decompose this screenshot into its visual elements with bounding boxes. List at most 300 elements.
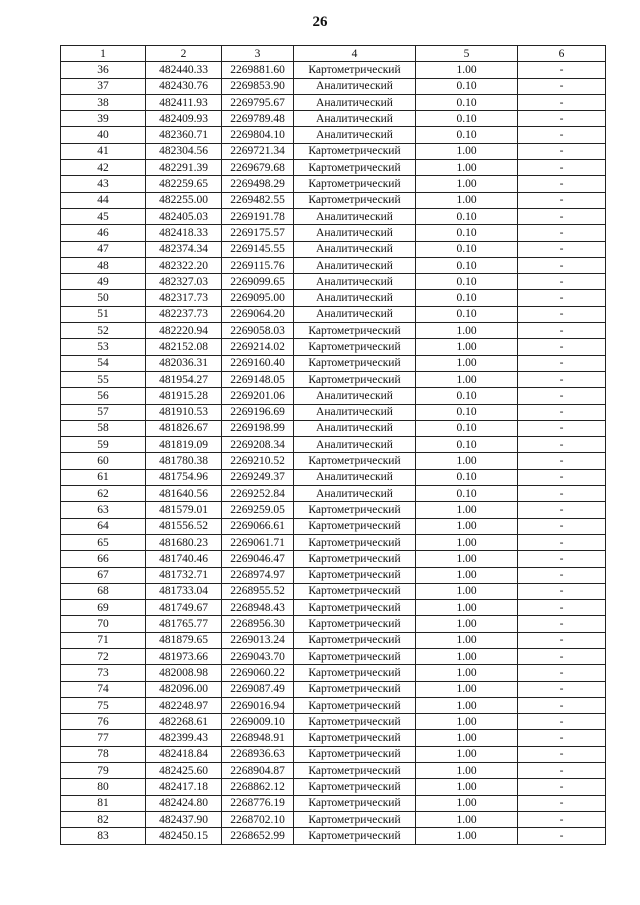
method-cell: Картометрический (294, 600, 416, 616)
note-cell: - (518, 518, 606, 534)
method-cell: Картометрический (294, 518, 416, 534)
accuracy-cell: 0.10 (416, 111, 518, 127)
table-row (61, 437, 606, 453)
table-row (61, 94, 606, 110)
x-coordinate-cell: 482374.34 (146, 241, 222, 257)
table-row (61, 143, 606, 159)
method-cell: Картометрический (294, 551, 416, 567)
point-number-cell: 61 (61, 469, 146, 485)
note-cell: - (518, 681, 606, 697)
method-cell: Аналитический (294, 225, 416, 241)
table-row (61, 257, 606, 273)
method-cell: Картометрический (294, 502, 416, 518)
y-coordinate-cell: 2269145.55 (222, 241, 294, 257)
method-cell: Аналитический (294, 208, 416, 224)
table-row (61, 583, 606, 599)
note-cell: - (518, 241, 606, 257)
column-header: 6 (518, 46, 606, 62)
x-coordinate-cell: 481556.52 (146, 518, 222, 534)
note-cell: - (518, 828, 606, 844)
accuracy-cell: 1.00 (416, 746, 518, 762)
method-cell: Картометрический (294, 355, 416, 371)
point-number-cell: 36 (61, 62, 146, 78)
column-header: 4 (294, 46, 416, 62)
table-row (61, 665, 606, 681)
accuracy-cell: 1.00 (416, 176, 518, 192)
y-coordinate-cell: 2269066.61 (222, 518, 294, 534)
method-cell: Аналитический (294, 241, 416, 257)
point-number-cell: 69 (61, 600, 146, 616)
method-cell: Картометрический (294, 583, 416, 599)
x-coordinate-cell: 482417.18 (146, 779, 222, 795)
point-number-cell: 58 (61, 420, 146, 436)
accuracy-cell: 1.00 (416, 665, 518, 681)
y-coordinate-cell: 2269061.71 (222, 534, 294, 550)
accuracy-cell: 1.00 (416, 616, 518, 632)
method-cell: Аналитический (294, 404, 416, 420)
table-body (61, 62, 606, 844)
note-cell: - (518, 697, 606, 713)
table-row (61, 339, 606, 355)
method-cell: Аналитический (294, 111, 416, 127)
x-coordinate-cell: 482237.73 (146, 306, 222, 322)
accuracy-cell: 1.00 (416, 62, 518, 78)
column-header: 3 (222, 46, 294, 62)
x-coordinate-cell: 482255.00 (146, 192, 222, 208)
x-coordinate-cell: 481765.77 (146, 616, 222, 632)
x-coordinate-cell: 481680.23 (146, 534, 222, 550)
method-cell: Картометрический (294, 828, 416, 844)
x-coordinate-cell: 482425.60 (146, 763, 222, 779)
note-cell: - (518, 371, 606, 387)
method-cell: Картометрический (294, 192, 416, 208)
y-coordinate-cell: 2269191.78 (222, 208, 294, 224)
x-coordinate-cell: 482424.80 (146, 795, 222, 811)
accuracy-cell: 1.00 (416, 600, 518, 616)
table-row (61, 763, 606, 779)
accuracy-cell: 0.10 (416, 404, 518, 420)
method-cell: Картометрический (294, 681, 416, 697)
y-coordinate-cell: 2269043.70 (222, 648, 294, 664)
point-number-cell: 63 (61, 502, 146, 518)
table-row (61, 355, 606, 371)
table-row (61, 648, 606, 664)
x-coordinate-cell: 482409.93 (146, 111, 222, 127)
y-coordinate-cell: 2268776.19 (222, 795, 294, 811)
table-row (61, 616, 606, 632)
x-coordinate-cell: 481732.71 (146, 567, 222, 583)
point-number-cell: 41 (61, 143, 146, 159)
y-coordinate-cell: 2269099.65 (222, 274, 294, 290)
method-cell: Картометрический (294, 453, 416, 469)
table-row (61, 469, 606, 485)
note-cell: - (518, 486, 606, 502)
page-number: 26 (312, 14, 328, 30)
x-coordinate-cell: 482036.31 (146, 355, 222, 371)
y-coordinate-cell: 2268955.52 (222, 583, 294, 599)
point-number-cell: 52 (61, 323, 146, 339)
table-row (61, 290, 606, 306)
y-coordinate-cell: 2268904.87 (222, 763, 294, 779)
note-cell: - (518, 779, 606, 795)
x-coordinate-cell: 481740.46 (146, 551, 222, 567)
x-coordinate-cell: 482437.90 (146, 811, 222, 827)
point-number-cell: 70 (61, 616, 146, 632)
y-coordinate-cell: 2269789.48 (222, 111, 294, 127)
accuracy-cell: 1.00 (416, 323, 518, 339)
y-coordinate-cell: 2269175.57 (222, 225, 294, 241)
x-coordinate-cell: 481879.65 (146, 632, 222, 648)
accuracy-cell: 1.00 (416, 567, 518, 583)
note-cell: - (518, 78, 606, 94)
method-cell: Картометрический (294, 62, 416, 78)
y-coordinate-cell: 2269148.05 (222, 371, 294, 387)
method-cell: Аналитический (294, 290, 416, 306)
x-coordinate-cell: 481826.67 (146, 420, 222, 436)
note-cell: - (518, 323, 606, 339)
point-number-cell: 40 (61, 127, 146, 143)
column-header: 5 (416, 46, 518, 62)
table-row (61, 388, 606, 404)
point-number-cell: 82 (61, 811, 146, 827)
accuracy-cell: 1.00 (416, 681, 518, 697)
accuracy-cell: 1.00 (416, 828, 518, 844)
accuracy-cell: 1.00 (416, 763, 518, 779)
y-coordinate-cell: 2269013.24 (222, 632, 294, 648)
method-cell: Картометрический (294, 632, 416, 648)
table-row (61, 241, 606, 257)
y-coordinate-cell: 2269679.68 (222, 160, 294, 176)
point-number-cell: 73 (61, 665, 146, 681)
accuracy-cell: 1.00 (416, 648, 518, 664)
table-row (61, 274, 606, 290)
note-cell: - (518, 746, 606, 762)
x-coordinate-cell: 482152.08 (146, 339, 222, 355)
table-row (61, 534, 606, 550)
y-coordinate-cell: 2269853.90 (222, 78, 294, 94)
x-coordinate-cell: 482008.98 (146, 665, 222, 681)
accuracy-cell: 0.10 (416, 486, 518, 502)
y-coordinate-cell: 2269016.94 (222, 697, 294, 713)
note-cell: - (518, 388, 606, 404)
method-cell: Картометрический (294, 534, 416, 550)
note-cell: - (518, 225, 606, 241)
point-number-cell: 67 (61, 567, 146, 583)
x-coordinate-cell: 482430.76 (146, 78, 222, 94)
point-number-cell: 56 (61, 388, 146, 404)
method-cell: Картометрический (294, 730, 416, 746)
method-cell: Аналитический (294, 437, 416, 453)
point-number-cell: 44 (61, 192, 146, 208)
table-row (61, 632, 606, 648)
note-cell: - (518, 355, 606, 371)
coordinates-table (60, 45, 606, 845)
x-coordinate-cell: 482360.71 (146, 127, 222, 143)
note-cell: - (518, 502, 606, 518)
y-coordinate-cell: 2269087.49 (222, 681, 294, 697)
y-coordinate-cell: 2269482.55 (222, 192, 294, 208)
table-row (61, 518, 606, 534)
x-coordinate-cell: 481640.56 (146, 486, 222, 502)
y-coordinate-cell: 2269795.67 (222, 94, 294, 110)
x-coordinate-cell: 481915.28 (146, 388, 222, 404)
accuracy-cell: 0.10 (416, 78, 518, 94)
x-coordinate-cell: 482327.03 (146, 274, 222, 290)
method-cell: Аналитический (294, 127, 416, 143)
y-coordinate-cell: 2269252.84 (222, 486, 294, 502)
method-cell: Аналитический (294, 274, 416, 290)
x-coordinate-cell: 481733.04 (146, 583, 222, 599)
note-cell: - (518, 62, 606, 78)
accuracy-cell: 0.10 (416, 437, 518, 453)
point-number-cell: 65 (61, 534, 146, 550)
accuracy-cell: 1.00 (416, 697, 518, 713)
point-number-cell: 42 (61, 160, 146, 176)
note-cell: - (518, 730, 606, 746)
x-coordinate-cell: 481954.27 (146, 371, 222, 387)
x-coordinate-cell: 482418.84 (146, 746, 222, 762)
accuracy-cell: 0.10 (416, 469, 518, 485)
accuracy-cell: 1.00 (416, 502, 518, 518)
x-coordinate-cell: 481754.96 (146, 469, 222, 485)
point-number-cell: 68 (61, 583, 146, 599)
accuracy-cell: 1.00 (416, 355, 518, 371)
note-cell: - (518, 420, 606, 436)
method-cell: Картометрический (294, 811, 416, 827)
table-row (61, 567, 606, 583)
y-coordinate-cell: 2269115.76 (222, 257, 294, 273)
point-number-cell: 39 (61, 111, 146, 127)
table-row (61, 697, 606, 713)
method-cell: Картометрический (294, 371, 416, 387)
y-coordinate-cell: 2269064.20 (222, 306, 294, 322)
y-coordinate-cell: 2269060.22 (222, 665, 294, 681)
point-number-cell: 62 (61, 486, 146, 502)
accuracy-cell: 0.10 (416, 208, 518, 224)
x-coordinate-cell: 481910.53 (146, 404, 222, 420)
accuracy-cell: 1.00 (416, 160, 518, 176)
point-number-cell: 76 (61, 714, 146, 730)
accuracy-cell: 1.00 (416, 811, 518, 827)
note-cell: - (518, 111, 606, 127)
x-coordinate-cell: 482220.94 (146, 323, 222, 339)
table-row (61, 78, 606, 94)
y-coordinate-cell: 2269804.10 (222, 127, 294, 143)
note-cell: - (518, 567, 606, 583)
point-number-cell: 78 (61, 746, 146, 762)
method-cell: Аналитический (294, 486, 416, 502)
note-cell: - (518, 404, 606, 420)
note-cell: - (518, 274, 606, 290)
table-row (61, 551, 606, 567)
y-coordinate-cell: 2269208.34 (222, 437, 294, 453)
method-cell: Картометрический (294, 714, 416, 730)
y-coordinate-cell: 2268956.30 (222, 616, 294, 632)
accuracy-cell: 1.00 (416, 339, 518, 355)
accuracy-cell: 1.00 (416, 714, 518, 730)
accuracy-cell: 0.10 (416, 290, 518, 306)
x-coordinate-cell: 482268.61 (146, 714, 222, 730)
point-number-cell: 74 (61, 681, 146, 697)
method-cell: Картометрический (294, 143, 416, 159)
accuracy-cell: 1.00 (416, 143, 518, 159)
accuracy-cell: 1.00 (416, 730, 518, 746)
note-cell: - (518, 437, 606, 453)
method-cell: Картометрический (294, 763, 416, 779)
table-row (61, 600, 606, 616)
x-coordinate-cell: 482405.03 (146, 208, 222, 224)
note-cell: - (518, 616, 606, 632)
y-coordinate-cell: 2269214.02 (222, 339, 294, 355)
x-coordinate-cell: 481579.01 (146, 502, 222, 518)
note-cell: - (518, 665, 606, 681)
method-cell: Аналитический (294, 94, 416, 110)
note-cell: - (518, 795, 606, 811)
note-cell: - (518, 714, 606, 730)
y-coordinate-cell: 2269196.69 (222, 404, 294, 420)
x-coordinate-cell: 481819.09 (146, 437, 222, 453)
point-number-cell: 57 (61, 404, 146, 420)
table-row (61, 828, 606, 844)
point-number-cell: 54 (61, 355, 146, 371)
accuracy-cell: 0.10 (416, 274, 518, 290)
note-cell: - (518, 811, 606, 827)
point-number-cell: 83 (61, 828, 146, 844)
table-row (61, 730, 606, 746)
column-header: 2 (146, 46, 222, 62)
accuracy-cell: 1.00 (416, 453, 518, 469)
method-cell: Аналитический (294, 306, 416, 322)
note-cell: - (518, 453, 606, 469)
point-number-cell: 43 (61, 176, 146, 192)
note-cell: - (518, 648, 606, 664)
method-cell: Аналитический (294, 420, 416, 436)
point-number-cell: 79 (61, 763, 146, 779)
note-cell: - (518, 290, 606, 306)
accuracy-cell: 1.00 (416, 518, 518, 534)
point-number-cell: 59 (61, 437, 146, 453)
point-number-cell: 49 (61, 274, 146, 290)
point-number-cell: 77 (61, 730, 146, 746)
table-row (61, 453, 606, 469)
accuracy-cell: 0.10 (416, 127, 518, 143)
method-cell: Аналитический (294, 469, 416, 485)
x-coordinate-cell: 482399.43 (146, 730, 222, 746)
table-row (61, 111, 606, 127)
note-cell: - (518, 192, 606, 208)
y-coordinate-cell: 2268974.97 (222, 567, 294, 583)
y-coordinate-cell: 2269498.29 (222, 176, 294, 192)
accuracy-cell: 0.10 (416, 420, 518, 436)
point-number-cell: 66 (61, 551, 146, 567)
note-cell: - (518, 143, 606, 159)
accuracy-cell: 0.10 (416, 257, 518, 273)
y-coordinate-cell: 2268862.12 (222, 779, 294, 795)
method-cell: Аналитический (294, 388, 416, 404)
accuracy-cell: 0.10 (416, 388, 518, 404)
point-number-cell: 55 (61, 371, 146, 387)
table-header-row (61, 46, 606, 62)
method-cell: Картометрический (294, 176, 416, 192)
accuracy-cell: 0.10 (416, 306, 518, 322)
method-cell: Аналитический (294, 257, 416, 273)
x-coordinate-cell: 482317.73 (146, 290, 222, 306)
note-cell: - (518, 94, 606, 110)
table-row (61, 323, 606, 339)
note-cell: - (518, 551, 606, 567)
table-row (61, 127, 606, 143)
accuracy-cell: 0.10 (416, 241, 518, 257)
accuracy-cell: 1.00 (416, 583, 518, 599)
method-cell: Картометрический (294, 616, 416, 632)
y-coordinate-cell: 2268702.10 (222, 811, 294, 827)
method-cell: Картометрический (294, 795, 416, 811)
x-coordinate-cell: 481749.67 (146, 600, 222, 616)
method-cell: Картометрический (294, 746, 416, 762)
method-cell: Картометрический (294, 648, 416, 664)
table-row (61, 208, 606, 224)
table-row (61, 225, 606, 241)
method-cell: Картометрический (294, 567, 416, 583)
accuracy-cell: 1.00 (416, 551, 518, 567)
note-cell: - (518, 306, 606, 322)
y-coordinate-cell: 2269721.34 (222, 143, 294, 159)
table-row (61, 681, 606, 697)
note-cell: - (518, 176, 606, 192)
point-number-cell: 51 (61, 306, 146, 322)
y-coordinate-cell: 2268652.99 (222, 828, 294, 844)
x-coordinate-cell: 482411.93 (146, 94, 222, 110)
method-cell: Картометрический (294, 779, 416, 795)
point-number-cell: 38 (61, 94, 146, 110)
x-coordinate-cell: 482096.00 (146, 681, 222, 697)
point-number-cell: 64 (61, 518, 146, 534)
method-cell: Картометрический (294, 323, 416, 339)
accuracy-cell: 1.00 (416, 795, 518, 811)
note-cell: - (518, 632, 606, 648)
x-coordinate-cell: 482322.20 (146, 257, 222, 273)
note-cell: - (518, 469, 606, 485)
table-row (61, 811, 606, 827)
note-cell: - (518, 583, 606, 599)
note-cell: - (518, 534, 606, 550)
accuracy-cell: 1.00 (416, 192, 518, 208)
point-number-cell: 71 (61, 632, 146, 648)
y-coordinate-cell: 2269198.99 (222, 420, 294, 436)
table-row (61, 371, 606, 387)
method-cell: Картометрический (294, 697, 416, 713)
y-coordinate-cell: 2269210.52 (222, 453, 294, 469)
table-row (61, 746, 606, 762)
table-row (61, 486, 606, 502)
y-coordinate-cell: 2268936.63 (222, 746, 294, 762)
accuracy-cell: 0.10 (416, 94, 518, 110)
table-row (61, 714, 606, 730)
table-row (61, 176, 606, 192)
point-number-cell: 75 (61, 697, 146, 713)
table-row (61, 160, 606, 176)
table-row (61, 502, 606, 518)
x-coordinate-cell: 482304.56 (146, 143, 222, 159)
point-number-cell: 81 (61, 795, 146, 811)
method-cell: Картометрический (294, 665, 416, 681)
x-coordinate-cell: 482291.39 (146, 160, 222, 176)
x-coordinate-cell: 482259.65 (146, 176, 222, 192)
note-cell: - (518, 763, 606, 779)
x-coordinate-cell: 482450.15 (146, 828, 222, 844)
table-row (61, 795, 606, 811)
accuracy-cell: 0.10 (416, 225, 518, 241)
